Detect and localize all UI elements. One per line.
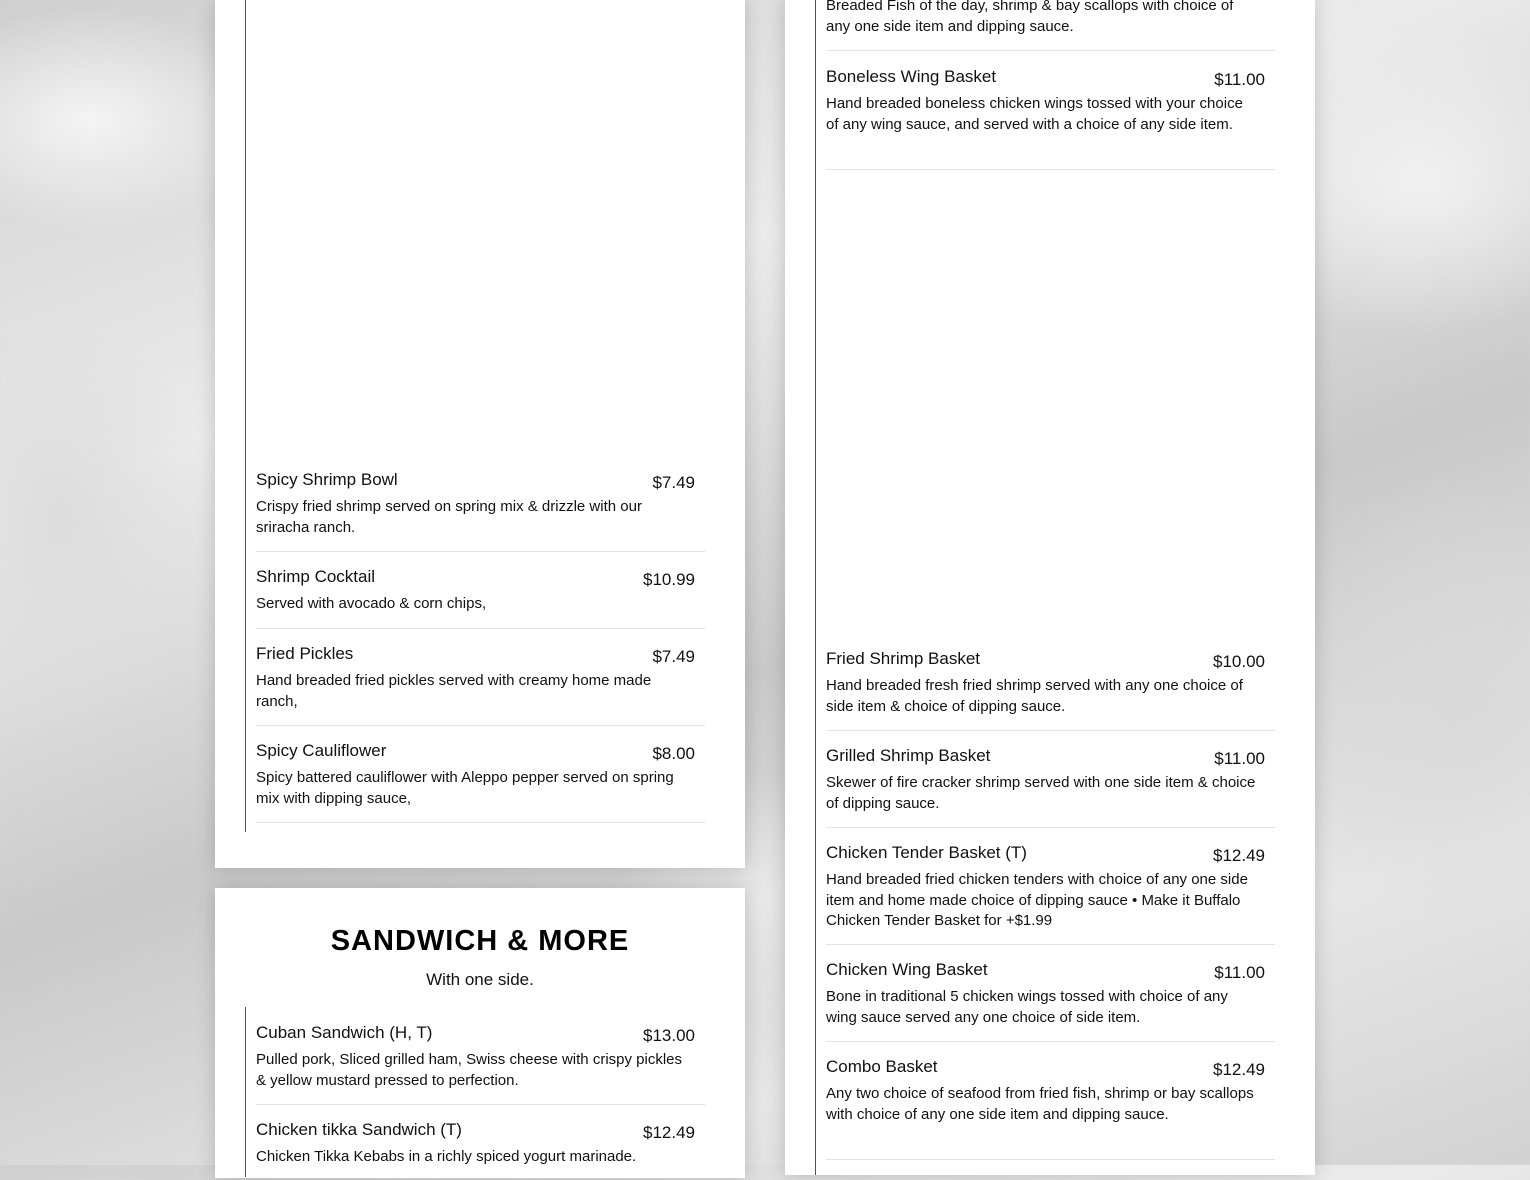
menu-item-price: $12.49 <box>1213 1060 1265 1079</box>
menu-item-price: $11.00 <box>1214 70 1265 89</box>
menu-item-description: Breaded Fish of the day, shrimp & bay scallops with choice of any one side item and dipping sauce. <box>826 0 1234 35</box>
menu-card-appetizers <box>215 0 745 868</box>
menu-item <box>826 843 1275 945</box>
menu-item-name: Spicy Cauliflower <box>256 741 387 760</box>
menu-item-description: Spicy battered cauliflower with Aleppo pepper served on spring mix with dipping sauce, <box>256 769 674 807</box>
menu-item <box>256 567 705 629</box>
menu-item-description: Pulled pork, Sliced grilled ham, Swiss cheese with crispy pickles & yellow mustard pressed to perfection. <box>256 1051 683 1089</box>
section-accent-line <box>815 0 816 1175</box>
menu-item-description: Chicken Tikka Kebabs in a richly spiced yogurt marinade. <box>256 1148 637 1165</box>
menu-item-name: Fried Pickles <box>256 644 354 663</box>
menu-item <box>826 746 1275 828</box>
menu-item <box>826 67 1275 170</box>
menu-item <box>826 1057 1275 1160</box>
menu-item <box>826 960 1275 1042</box>
menu-item-price: $7.49 <box>652 473 695 492</box>
section-accent-line <box>245 0 246 832</box>
menu-item-price: $13.00 <box>643 1026 695 1045</box>
menu-item-name: Chicken Tender Basket (T) <box>826 843 1027 862</box>
menu-item-price: $8.00 <box>652 744 695 763</box>
menu-item-price: $12.49 <box>643 1123 695 1142</box>
menu-item <box>826 649 1275 731</box>
menu-item-price: $11.00 <box>1214 749 1265 768</box>
menu-item <box>256 1023 705 1105</box>
menu-item-price: $10.00 <box>1213 652 1265 671</box>
menu-item-description: Served with avocado & corn chips, <box>256 595 487 612</box>
menu-item-description: Bone in traditional 5 chicken wings tossed with choice of any wing sauce served any one choice of side item. <box>826 988 1228 1026</box>
menu-item-description: Crispy fried shrimp served on spring mix & drizzle with our sriracha ranch. <box>256 498 642 536</box>
menu-item-name: Spicy Shrimp Bowl <box>256 470 398 489</box>
menu-item-description: Hand breaded fried chicken tenders with choice of any one side item and home made choice of dipping sauce • Make it Buffalo Chicken Tender Basket for +$1.99 <box>826 871 1248 929</box>
menu-item-name: Chicken Wing Basket <box>826 960 988 979</box>
menu-item <box>256 470 705 552</box>
menu-item-description: Hand breaded fresh fried shrimp served with any one choice of side item & choice of dipping sauce. <box>826 677 1243 715</box>
menu-item-name: Grilled Shrimp Basket <box>826 746 991 765</box>
section-title: SANDWICH & MORE <box>330 925 630 957</box>
menu-item-name: Fried Shrimp Basket <box>826 649 980 668</box>
menu-item-price: $7.49 <box>652 647 695 666</box>
menu-item-description: Hand breaded boneless chicken wings tossed with your choice of any wing sauce, and served with a choice of any side item. <box>826 95 1243 133</box>
menu-item-name: Cuban Sandwich (H, T) <box>256 1023 433 1042</box>
menu-item-price: $10.99 <box>643 570 695 589</box>
menu-item <box>256 741 705 823</box>
menu-item <box>256 1120 705 1180</box>
menu-item <box>826 0 1275 51</box>
section-subtitle: With one side. <box>426 970 534 989</box>
menu-item-price: $11.00 <box>1214 963 1265 982</box>
menu-item-description: Hand breaded fried pickles served with creamy home made ranch, <box>256 672 652 710</box>
menu-item-price: $12.49 <box>1213 846 1265 865</box>
menu-item-name: Chicken tikka Sandwich (T) <box>256 1120 462 1139</box>
menu-item-name: Shrimp Cocktail <box>256 567 376 586</box>
menu-item-name: Combo Basket <box>826 1057 938 1076</box>
menu-item-name: Boneless Wing Basket <box>826 67 997 86</box>
section-accent-line <box>245 1007 246 1177</box>
menu-card-baskets <box>785 0 1315 1175</box>
menu-item-description: Any two choice of seafood from fried fish, shrimp or bay scallops with choice of any one side item and dipping sauce. <box>826 1085 1254 1123</box>
menu-item-description: Skewer of fire cracker shrimp served with one side item & choice of dipping sauce. <box>826 774 1256 812</box>
menu-card-sandwich <box>215 888 745 1178</box>
menu-item <box>256 644 705 726</box>
